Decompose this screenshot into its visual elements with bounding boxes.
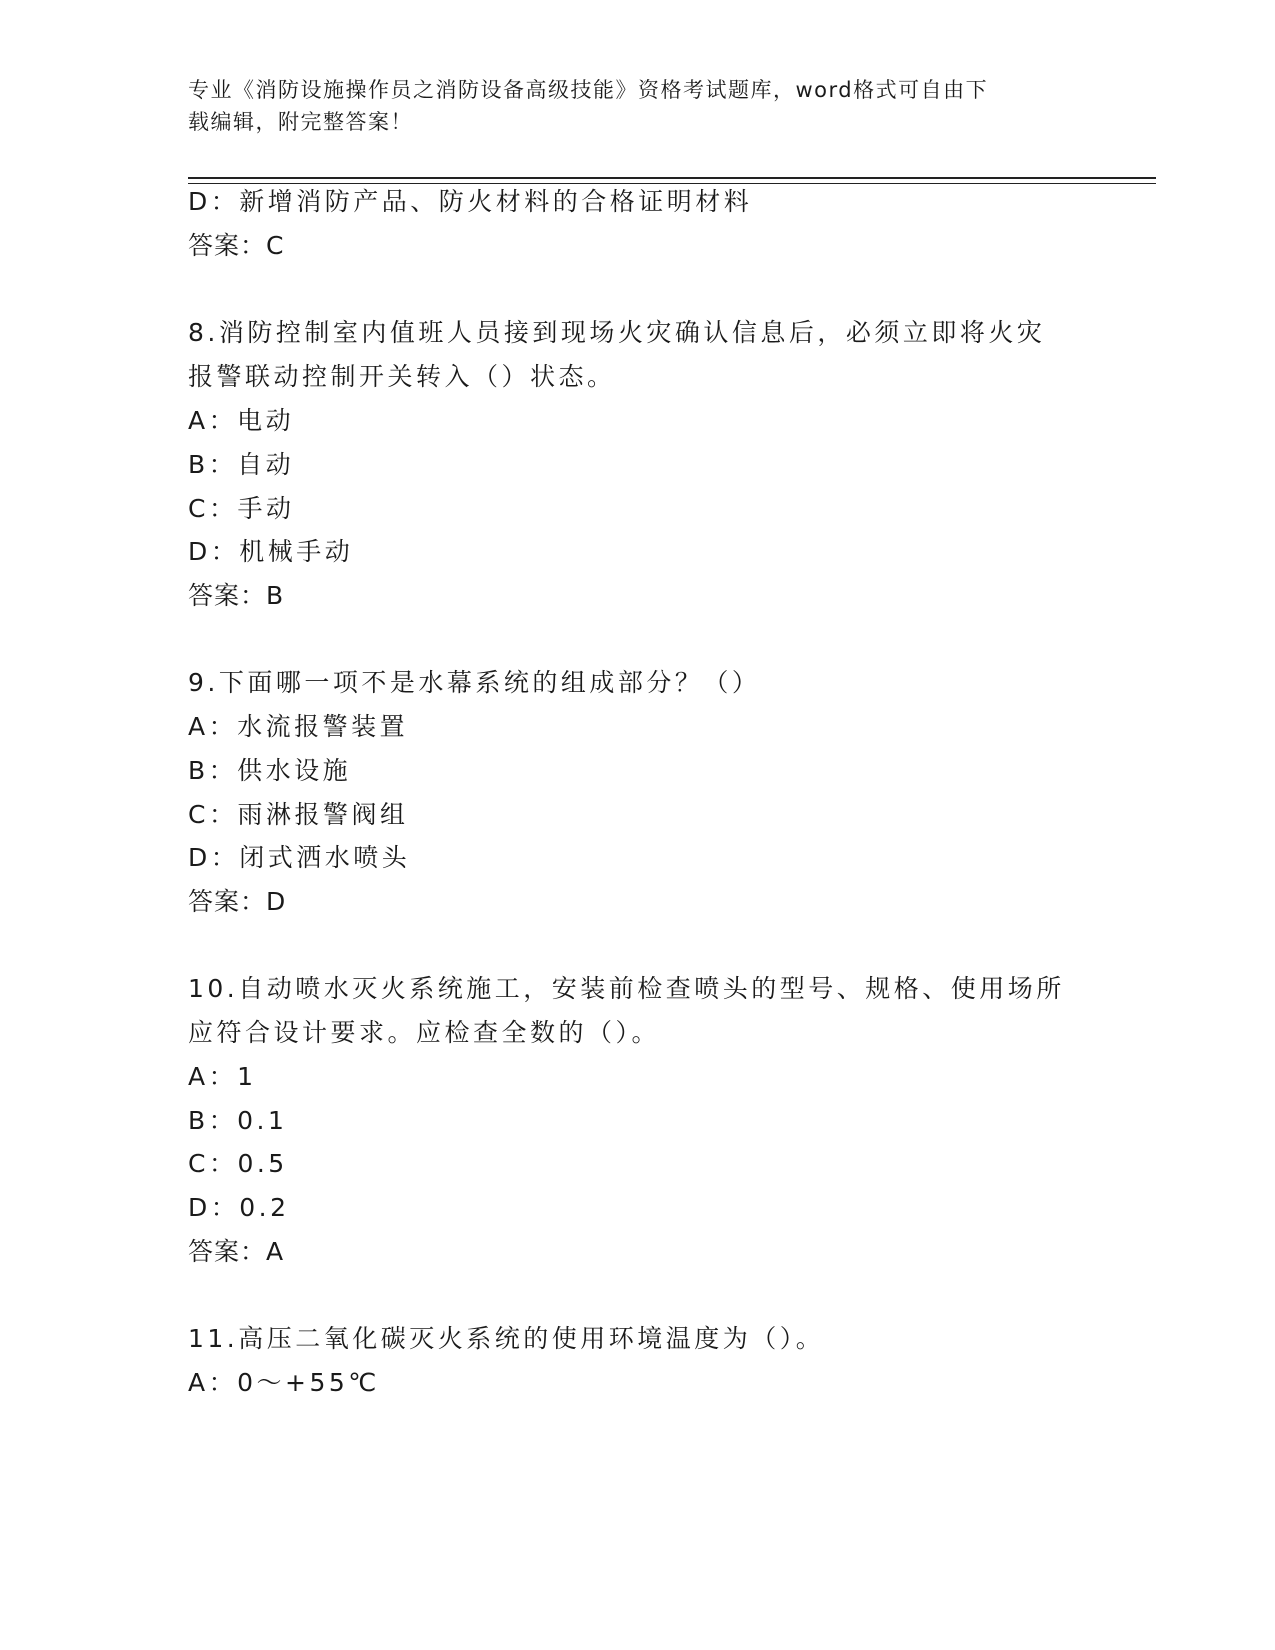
option-a: A：水流报警装置: [188, 712, 409, 741]
answer-line: 答案：A: [188, 1237, 285, 1266]
header-line-1: 专业《消防设施操作员之消防设备高级技能》资格考试题库，word格式可自由下: [188, 78, 989, 102]
question-text-cont: 应符合设计要求。应检查全数的（）。: [188, 1018, 661, 1047]
option-c: C：雨淋报警阀组: [188, 800, 409, 829]
option-c: C：手动: [188, 494, 295, 523]
header-divider-thick: [188, 177, 1156, 179]
header-line-2: 载编辑，附完整答案！: [188, 110, 413, 134]
option-a: A：1: [188, 1062, 257, 1091]
question-text: 10.自动喷水灭火系统施工，安装前检查喷头的型号、规格、使用场所: [188, 974, 1065, 1003]
option-d: D：0.2: [188, 1193, 290, 1222]
option-b: B：0.1: [188, 1106, 288, 1135]
question-text-cont: 报警联动控制开关转入（）状态。: [188, 362, 616, 391]
option-a: A：0～+55℃: [188, 1368, 380, 1397]
header-title: [188, 74, 1068, 138]
answer-line: 答案：B: [188, 581, 285, 610]
header-divider-thin: [188, 183, 1156, 184]
option-a: A：电动: [188, 406, 295, 435]
option-c: C：0.5: [188, 1149, 288, 1178]
option-d: D：机械手动: [188, 537, 354, 566]
answer-line: 答案：C: [188, 231, 285, 260]
option-b: B：自动: [188, 450, 295, 479]
option-d: D：新增消防产品、防火材料的合格证明材料: [188, 187, 753, 216]
question-text: 9.下面哪一项不是水幕系统的组成部分？（）: [188, 668, 761, 697]
question-text: 8.消防控制室内值班人员接到现场火灾确认信息后，必须立即将火灾: [188, 318, 1046, 347]
question-text: 11.高压二氧化碳灭火系统的使用环境温度为（）。: [188, 1324, 825, 1353]
answer-line: 答案：D: [188, 887, 287, 916]
option-d: D：闭式洒水喷头: [188, 843, 411, 872]
option-b: B：供水设施: [188, 756, 352, 785]
